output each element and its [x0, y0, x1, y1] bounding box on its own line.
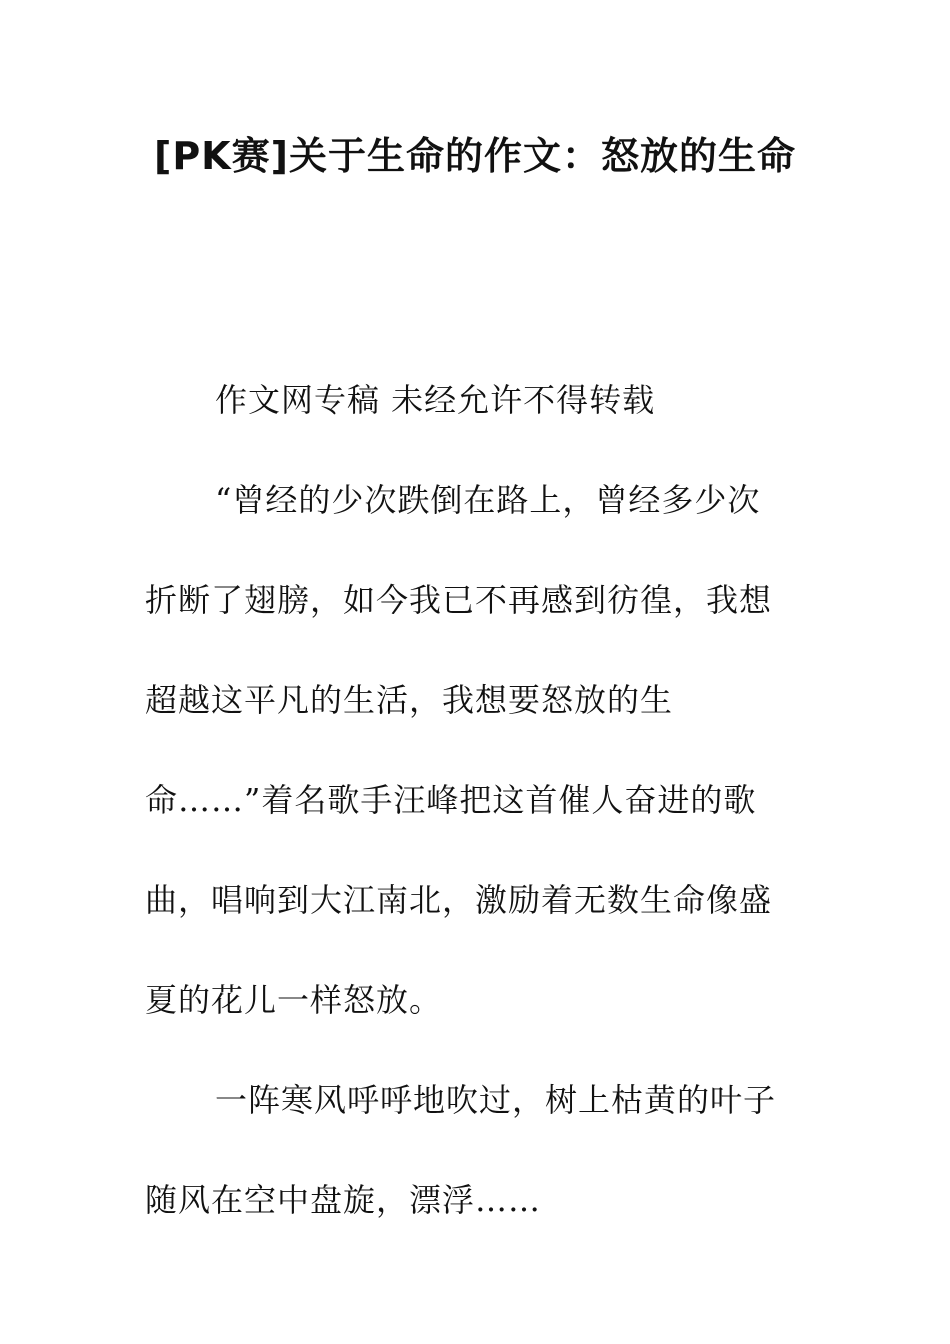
- paragraph-song-quote: “曾经的少次跌倒在路上，曾经多少次折断了翅膀，如今我已不再感到彷徨，我想超越这平凡的生活，我想要怒放的生命……”着名歌手汪峰把这首催人奋进的歌曲，唱响到大江南北，激励着无数生命像盛夏的花儿一样怒放。: [145, 481, 773, 1019]
- paragraph-copyright-notice: 作文网专稿 未经允许不得转载: [215, 381, 656, 419]
- paragraph-cold-wind: 一阵寒风呼呼地吹过，树上枯黄的叶子随风在空中盘旋，漂浮……: [145, 1081, 777, 1219]
- document-title: [PK赛]关于生命的作文：怒放的生命: [153, 134, 797, 178]
